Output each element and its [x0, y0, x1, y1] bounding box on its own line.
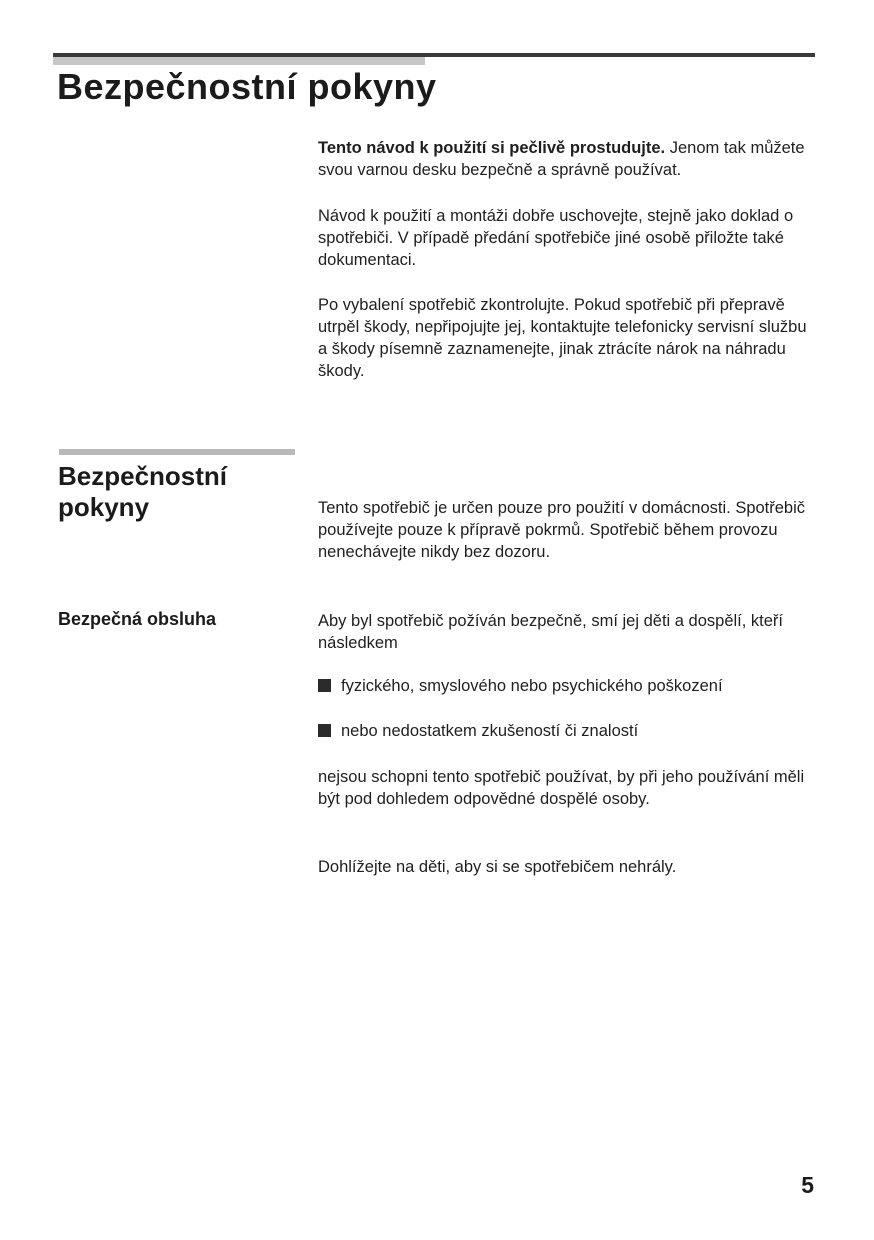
section-gray-bar	[59, 449, 295, 455]
section-heading-safety	[58, 461, 298, 523]
intro-paragraph-rest: Jenom tak můžete svou varnou desku bezpečně a správně používat.	[318, 139, 805, 179]
top-gray-bar	[53, 57, 425, 65]
intro-paragraph-keep-manual: Návod k použití a montáži dobře uschovejte, stejně jako doklad o spotřebiči. V případě předání spotřebiče jiné osobě přiložte také dokumentaci.	[318, 207, 794, 269]
safe-operation-lead-paragraph: Aby byl spotřebič požíván bezpečně, smí jej děti a dospělí, kteří následkem	[318, 612, 783, 652]
side-label-safe-operation: Bezpečná obsluha	[58, 609, 217, 629]
bullet-item-text: fyzického, smyslového nebo psychického poškození	[341, 677, 723, 695]
safe-operation-children-note: Dohlížejte na děti, aby si se spotřebičem nehrály.	[318, 858, 677, 876]
section-paragraph-domestic-use: Tento spotřebič je určen pouze pro použití v domácnosti. Spotřebič používejte pouze k přípravě pokrmů. Spotřebič během provozu nenechávejte nikdy bez dozoru.	[318, 499, 806, 561]
section-heading-line1: Bezpečnostní	[58, 461, 228, 491]
intro-paragraph-bold-lead: Tento návod k použití si pečlivě prostudujte.	[318, 139, 666, 157]
bullet-square-icon	[318, 679, 331, 692]
section-heading-line2: pokyny	[58, 492, 150, 522]
bullet-item-text: nebo nedostatkem zkušeností či znalostí	[341, 722, 639, 740]
intro-paragraph-unpack-check: Po vybalení spotřebič zkontrolujte. Pokud spotřebič při přepravě utrpěl škody, nepřipojujte jej, kontaktujte telefonicky servisní službu a škody písemně zaznamenejte, jinak ztrácíte nárok na náhradu škody.	[318, 296, 807, 380]
page-number: 5	[801, 1172, 814, 1198]
safe-operation-supervision-paragraph: nejsou schopni tento spotřebič používat, by při jeho používání měli být pod dohledem odpovědné dospělé osoby.	[318, 768, 805, 808]
bullet-square-icon	[318, 724, 331, 737]
intro-paragraph-study	[318, 137, 818, 181]
page-title: Bezpečnostní pokyny	[57, 66, 437, 107]
bullet-item	[318, 720, 818, 742]
bullet-item	[318, 675, 818, 697]
